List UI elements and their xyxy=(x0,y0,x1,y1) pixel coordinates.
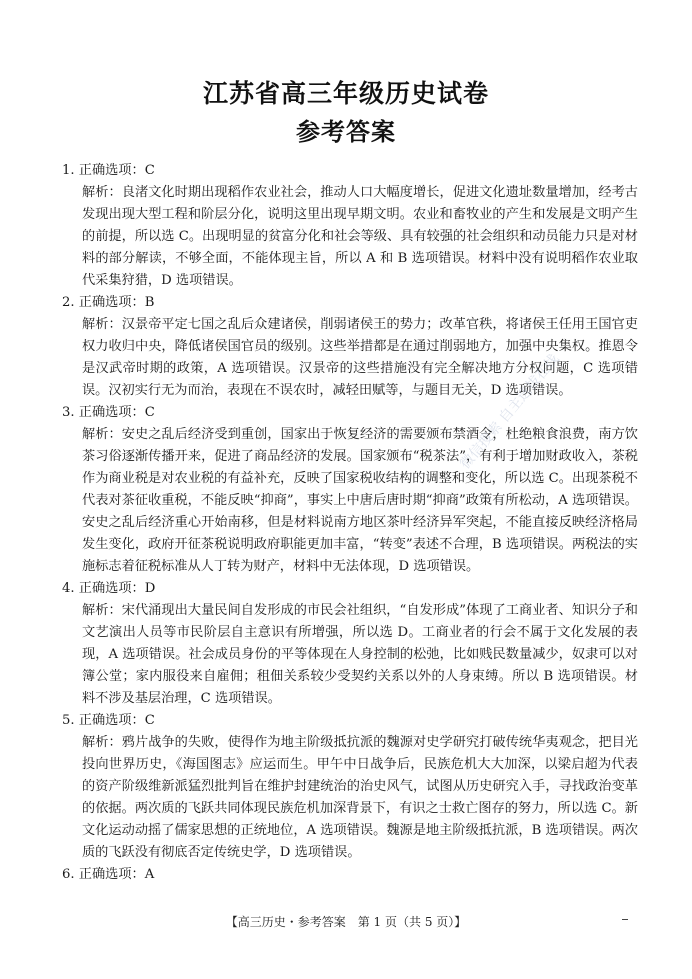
answer-item xyxy=(62,864,638,886)
answer-line: 1. 正确选项：C xyxy=(62,163,155,178)
analysis-text: 解析：良渚文化时期出现稻作农业社会，推动人口大幅度增长，促进文化遗址数量增加，经考古发现出现大型工程和阶层分化，说明这里出现早期文明。农业和畜牧业的产生和发展是文明产生的前提，所以选 C。出现明显的贫富分化和社会等级、具有较强的社会组织和动员能力只是对材料的部分解读，不够全面，不能体现主旨，所以 A 和 B 选项错误。材料中没有说明稻作农业取代采集狩猎，D 选项错误。 xyxy=(82,185,638,288)
page-title: 江苏省高三年级历史试卷 xyxy=(202,79,489,108)
analysis-text: 解析：鸦片战争的失败，使得作为地主阶级抵抗派的魏源对史学研究打破传统华夷观念，把目光投向世界历史，《海国图志》应运而生。甲午中日战争后，民族危机大大加深，以梁启超为代表的资产阶级维新派猛烈批判旨在维护封建统治的治史风气，试图从历史研究入手，寻找政治变革的依据。两次质的飞跃共同体现民族危机加深背景下，有识之士救亡图存的努力，所以选 C。新文化运动动摇了儒家思想的正统地位，A 选项错误。魏源是地主阶级抵抗派，B 选项错误。两次质的飞跃没有彻底否定传统史学，D 选项错误。 xyxy=(82,735,638,860)
analysis-text: 解析：汉景帝平定七国之乱后众建诸侯，削弱诸侯王的势力；改革官秩，将诸侯王任用王国官吏权力收归中央，降低诸侯国官员的级别。这些举措都是在通过削弱地方，加强中央集权。推恩令是汉武帝时期的政策，A 选项错误。汉景帝的这些措施没有完全解决地方分权问题，C 选项错误。汉初实行无为而治，表现在不误农时，减轻田赋等，与题目无关，D 选项错误。 xyxy=(82,317,638,398)
answer-line: 5. 正确选项：C xyxy=(62,713,155,728)
answer-line: 3. 正确选项：C xyxy=(62,405,155,420)
page-footer: 【高三历史・参考答案 第 1 页（共 5 页）】 xyxy=(225,915,467,929)
answer-item xyxy=(62,160,638,292)
answer-item xyxy=(62,710,638,864)
page-subtitle: 参考答案 xyxy=(296,118,396,146)
footer-mark xyxy=(622,919,628,920)
analysis-text: 解析：宋代涌现出大量民间自发形成的市民会社组织，“自发形成”体现了工商业者、知识分子和文艺演出人员等市民阶层自主意识有所增强，所以选 D。工商业者的行会不属于文化发展的表现，A 选项错误。社会成员身份的平等体现在人身控制的松弛，比如贱民数量减少，奴隶可以对簿公堂；家内服役来自雇佣；租佃关系较少受契约关系以外的人身束缚。所以 B 选项错误。材料不涉及基层治理，C 选项错误。 xyxy=(82,603,638,706)
answer-item xyxy=(62,402,638,578)
answer-item xyxy=(62,292,638,402)
analysis-text: 解析：安史之乱后经济受到重创，国家出于恢复经济的需要颁布禁酒令，杜绝粮食浪费，南方饮茶习俗逐渐传播开来，促进了商品经济的发展。国家颁布“税茶法”，有利于增加财政收入，茶税作为商业税是对农业税的有益补充，反映了国家税收结构的调整和变化，所以选 C。出现茶税不代表对茶征收重税，不能反映“抑商”，事实上中唐后唐时期“抑商”政策有所松动，A 选项错误。安史之乱后经济重心开始南移，但是材料说南方地区茶叶经济异军突起，不能直接反映经济格局发生变化，政府开征茶税说明政府职能更加丰富，“转变”表述不合理，B 选项错误。两税法的实施标志着征税标准从人丁转为财产，材料中无法体现，D 选项错误。 xyxy=(82,427,638,574)
answer-list xyxy=(62,160,638,886)
answer-line: 4. 正确选项：D xyxy=(62,581,156,596)
answer-item xyxy=(62,578,638,710)
answer-line: 2. 正确选项：B xyxy=(62,295,155,310)
answer-line: 6. 正确选项：A xyxy=(62,867,155,882)
watermark: 微信搜索 自主选拔在线 xyxy=(457,351,563,473)
